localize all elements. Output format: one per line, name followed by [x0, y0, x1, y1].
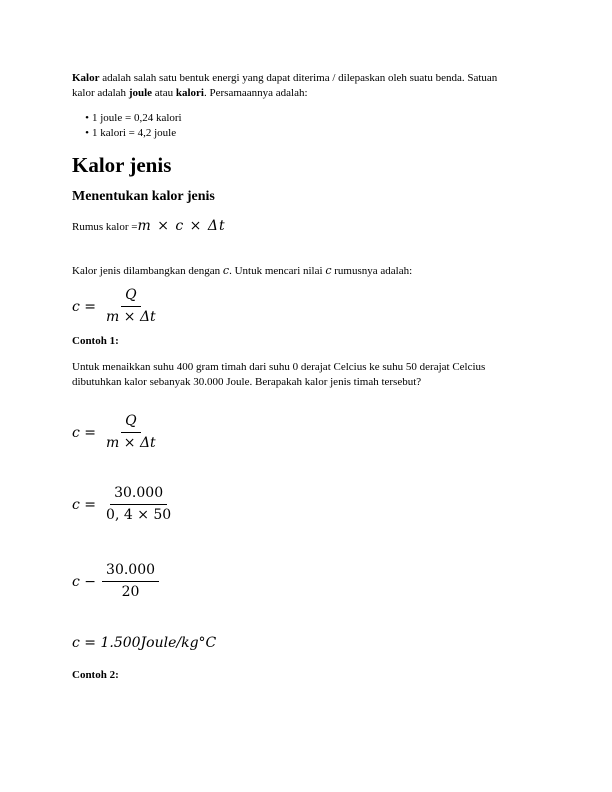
intro-unit-kalori: kalori	[175, 87, 204, 99]
kalor-jenis-text-part1: Kalor jenis dilambangkan dengan	[72, 265, 223, 277]
fraction-denominator: m × Δt	[106, 309, 156, 325]
kalor-jenis-text-part3: rumusnya adalah:	[331, 265, 413, 277]
fraction-numerator: Q	[121, 413, 140, 433]
formula-lhs: c −	[72, 573, 97, 590]
kalor-jenis-text	[72, 263, 542, 279]
solution-result	[72, 635, 216, 651]
list-item: • 1 kalori = 4,2 joule	[72, 126, 182, 141]
fraction-denominator: 0, 4 × 50	[106, 507, 172, 523]
intro-line-1-rest: adalah salah satu bentuk energi yang dapat diterima / dilepaskan oleh suatu benda. Satuan	[99, 72, 498, 84]
formula-main	[72, 287, 160, 326]
intro-term: Kalor	[72, 72, 100, 84]
intro-paragraph	[72, 71, 542, 101]
symbol-c: c	[325, 264, 332, 277]
formula-lhs: c =	[72, 424, 97, 441]
example-1-text	[72, 360, 542, 390]
list-item: • 1 joule = 0,24 kalori	[72, 111, 182, 126]
fraction-numerator: 30.000	[110, 485, 167, 505]
example-1-text-line-1: Untuk menaikkan suhu 400 gram timah dari suhu 0 derajat Celcius ke suhu 50 derajat Celcius	[72, 361, 486, 373]
symbol-c: c	[222, 264, 230, 277]
rumus-formula: m × c × Δt	[137, 218, 226, 234]
example-1-text-line-2: dibutuhkan kalor sebanyak 30.000 Joule. Berapakah kalor jenis timah tersebut?	[72, 376, 422, 388]
fraction-denominator: 20	[121, 584, 140, 600]
fraction	[102, 485, 175, 524]
conversion-list	[72, 111, 182, 141]
intro-line-2	[72, 86, 542, 101]
fraction	[102, 413, 160, 452]
rumus-line	[72, 219, 542, 235]
section-heading: Kalor jenis	[72, 153, 172, 177]
formula-lhs: c =	[72, 298, 97, 315]
intro-line-1	[72, 71, 542, 86]
fraction-denominator: m × Δt	[106, 435, 156, 451]
result-formula: c = 1.500Joule/kg°C	[72, 635, 217, 651]
section-subheading: Menentukan kalor jenis	[72, 189, 215, 204]
intro-line-2-post: . Persamaannya adalah:	[204, 87, 308, 99]
rumus-label: Rumus kalor =	[72, 221, 138, 233]
solution-step-3	[72, 562, 159, 601]
example-1-label: Contoh 1:	[72, 335, 119, 347]
kalor-jenis-text-part2: . Untuk mencari nilai	[229, 265, 326, 277]
solution-step-1	[72, 413, 160, 452]
fraction-numerator: 30.000	[102, 562, 159, 582]
fraction-numerator: Q	[121, 287, 140, 307]
solution-step-2	[72, 485, 175, 524]
fraction	[102, 287, 160, 326]
formula-lhs: c =	[72, 496, 97, 513]
intro-unit-joule: joule	[128, 87, 153, 99]
intro-line-2-pre: kalor adalah	[72, 87, 129, 99]
fraction	[102, 562, 159, 601]
intro-line-2-mid: atau	[152, 87, 176, 99]
example-2-label: Contoh 2:	[72, 669, 119, 681]
